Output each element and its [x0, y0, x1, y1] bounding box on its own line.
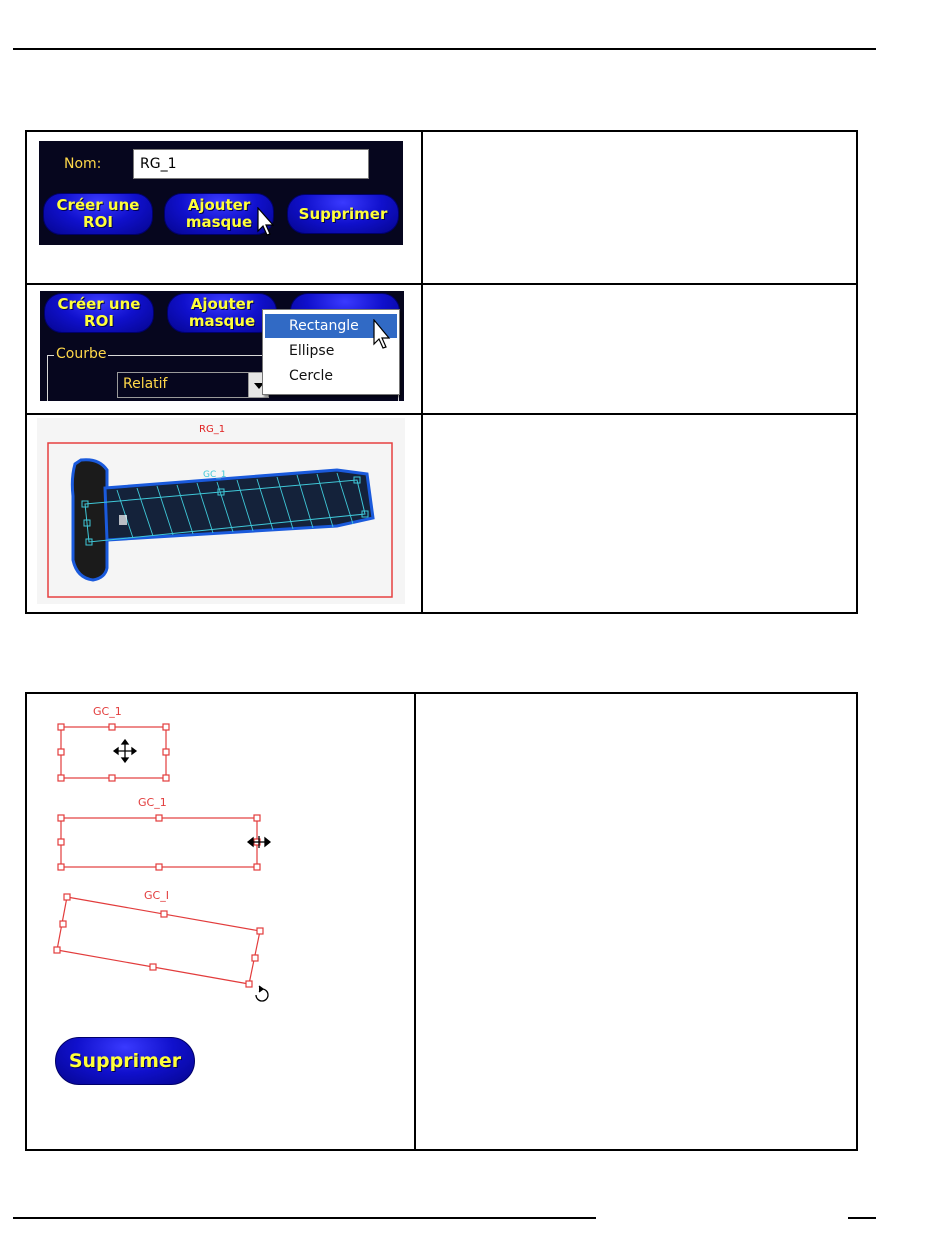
menu-item-rectangle[interactable]: Rectangle — [265, 314, 397, 338]
rect1-label: GC_1 — [93, 705, 122, 718]
roi-steps-table — [25, 130, 858, 614]
rect3-label: GC_I — [144, 889, 169, 902]
footer-rule-left — [13, 1217, 596, 1219]
menu-item-ellipse[interactable]: Ellipse — [289, 343, 335, 359]
roi-label: RG_1 — [199, 424, 226, 435]
mode-dropdown-value: Relatif — [123, 376, 168, 392]
table-column-divider — [421, 132, 423, 612]
add-mask-button[interactable]: Ajouter masque — [167, 293, 277, 333]
mouse-pointer-icon — [257, 207, 277, 237]
table-row-divider — [27, 283, 856, 285]
create-roi-button[interactable]: Créer une ROI — [43, 193, 153, 235]
table-row-divider — [27, 413, 856, 415]
rect3-handles — [54, 894, 263, 987]
table-column-divider — [414, 694, 416, 1149]
name-label: Nom: — [64, 156, 102, 172]
mode-dropdown[interactable] — [117, 372, 269, 398]
gc-rectangle-small — [61, 727, 166, 778]
create-roi-button[interactable]: Créer une ROI — [44, 293, 154, 333]
name-input[interactable]: RG_1 — [133, 149, 369, 179]
footer-rule-right — [848, 1217, 876, 1219]
menu-item-circle[interactable]: Cercle — [289, 368, 334, 384]
rect1-handles — [58, 724, 169, 781]
gc-rectangle-wide — [61, 818, 257, 867]
header-rule — [13, 48, 876, 50]
screw-roi-canvas — [37, 418, 405, 604]
screw-highlight — [119, 515, 127, 525]
shape-menu-screenshot — [40, 291, 404, 401]
rotate-cursor-icon — [256, 986, 268, 1001]
screw-shaft — [105, 470, 373, 540]
delete-button-large[interactable]: Supprimer — [55, 1037, 195, 1085]
rect2-label: GC_1 — [138, 796, 167, 809]
gc-shapes-canvas — [27, 694, 407, 1014]
screw-roi-screenshot — [37, 418, 405, 604]
gc-shapes-table — [25, 692, 858, 1151]
add-mask-button[interactable]: Ajouter masque — [164, 193, 274, 235]
curve-group-label: Courbe — [56, 346, 107, 362]
rect2-handles — [58, 815, 260, 870]
mouse-pointer-icon — [373, 319, 393, 351]
resize-cursor-icon — [248, 836, 270, 848]
move-cursor-icon — [114, 740, 136, 762]
inner-roi-label: GC_1 — [203, 470, 227, 480]
gc-rectangle-rotated — [57, 897, 260, 984]
delete-button[interactable]: Supprimer — [287, 194, 399, 234]
roi-panel-screenshot — [39, 141, 403, 245]
